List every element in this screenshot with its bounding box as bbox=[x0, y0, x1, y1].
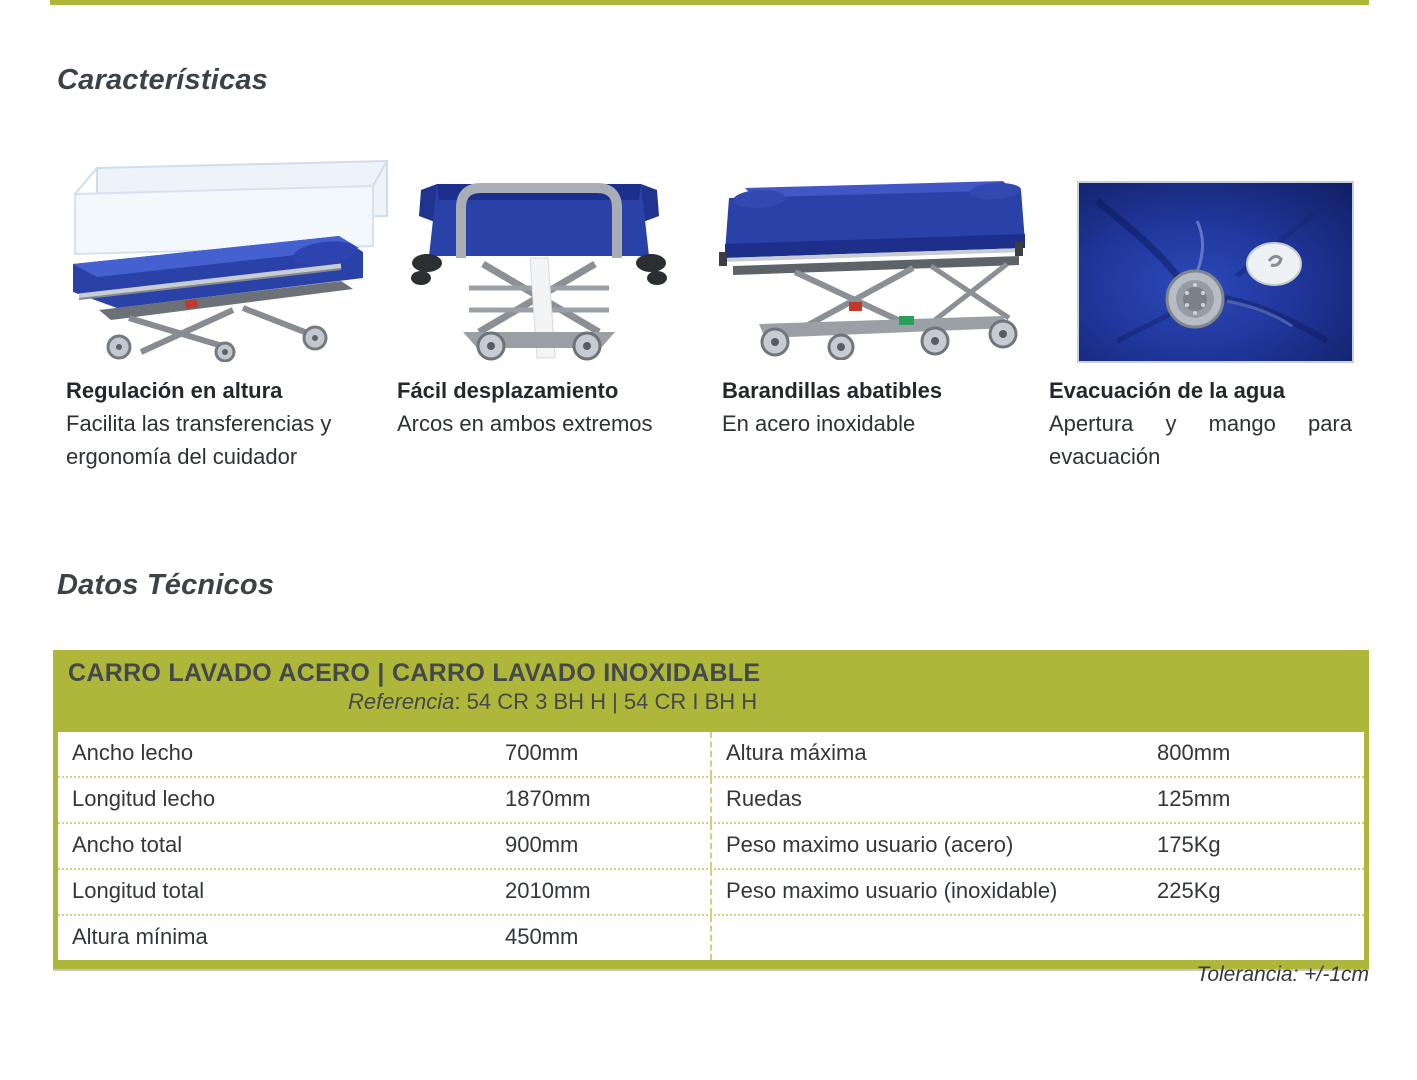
feature-caption-push-arcs bbox=[397, 374, 697, 440]
table-reference bbox=[53, 688, 1369, 715]
table-bottom-border bbox=[53, 960, 1369, 969]
feature-photo-push-arcs bbox=[403, 160, 675, 362]
drain-plug-icon bbox=[1247, 243, 1301, 285]
spec-value: 2010mm bbox=[505, 878, 591, 903]
spec-value bbox=[1157, 916, 1364, 960]
tolerance-note: Tolerancia: +/-1cm bbox=[1196, 963, 1369, 986]
drain-close-up-illustration bbox=[1077, 181, 1354, 363]
spec-label: Altura mínima bbox=[72, 924, 208, 949]
spec-label: Longitud total bbox=[72, 878, 205, 903]
spec-value: 175Kg bbox=[1157, 832, 1221, 857]
trolley-side-view-illustration bbox=[703, 166, 1037, 360]
table-row bbox=[58, 776, 1364, 822]
table-row bbox=[58, 822, 1364, 868]
feature-photo-folding-rails bbox=[703, 166, 1037, 360]
spec-value: 900mm bbox=[505, 832, 579, 857]
spec-value: 225Kg bbox=[1157, 878, 1221, 903]
table-row bbox=[58, 868, 1364, 914]
spec-value: 700mm bbox=[505, 740, 579, 765]
spec-value: 450mm bbox=[505, 924, 579, 949]
technical-data-table bbox=[53, 650, 1369, 969]
spec-label bbox=[710, 916, 1157, 960]
feature-photo-water-drain bbox=[1077, 181, 1354, 363]
spec-label: Ruedas bbox=[710, 778, 1157, 822]
table-title: CARRO LAVADO ACERO | CARRO LAVADO INOXIDABLE bbox=[68, 659, 761, 687]
spec-label: Ancho lecho bbox=[72, 740, 194, 765]
feature-title: Regulación en altura bbox=[66, 378, 283, 403]
feature-caption-water-drain bbox=[1049, 374, 1352, 473]
spec-value: 125mm bbox=[1157, 786, 1231, 811]
spec-label: Peso maximo usuario (inoxidable) bbox=[710, 870, 1157, 914]
trolley-height-adjust-illustration bbox=[57, 160, 389, 362]
feature-photo-height-adjustment bbox=[57, 160, 389, 362]
feature-description: Arcos en ambos extremos bbox=[397, 411, 653, 436]
drain-strainer-icon bbox=[1167, 271, 1223, 327]
feature-caption-height-adjustment bbox=[66, 374, 388, 473]
feature-caption-folding-rails bbox=[722, 374, 1022, 440]
spec-value: 800mm bbox=[1157, 740, 1231, 765]
feature-description: En acero inoxidable bbox=[722, 411, 916, 436]
spec-label: Longitud lecho bbox=[72, 786, 216, 811]
table-row bbox=[58, 732, 1364, 776]
table-row bbox=[58, 914, 1364, 960]
trolley-end-view-illustration bbox=[403, 160, 675, 362]
section-title-datos-tecnicos: Datos Técnicos bbox=[57, 569, 275, 601]
feature-title: Fácil desplazamiento bbox=[397, 378, 619, 403]
reference-value: : 54 CR 3 BH H | 54 CR I BH H bbox=[454, 689, 758, 714]
section-title-caracteristicas: Características bbox=[57, 64, 268, 96]
feature-description: Facilita las transferencias y ergonomía del cuidador bbox=[66, 411, 332, 469]
spec-value: 1870mm bbox=[505, 786, 591, 811]
table-header bbox=[53, 650, 1369, 732]
reference-label: Referencia bbox=[348, 689, 455, 714]
spec-label: Peso maximo usuario (acero) bbox=[710, 824, 1157, 868]
feature-description: Apertura y mango para evacuación bbox=[1049, 411, 1352, 469]
spec-label: Ancho total bbox=[72, 832, 183, 857]
feature-title: Evacuación de la agua bbox=[1049, 378, 1285, 403]
spec-label: Altura máxima bbox=[710, 732, 1157, 776]
feature-title: Barandillas abatibles bbox=[722, 378, 943, 403]
top-accent-bar bbox=[50, 0, 1369, 5]
table-body bbox=[53, 732, 1369, 960]
